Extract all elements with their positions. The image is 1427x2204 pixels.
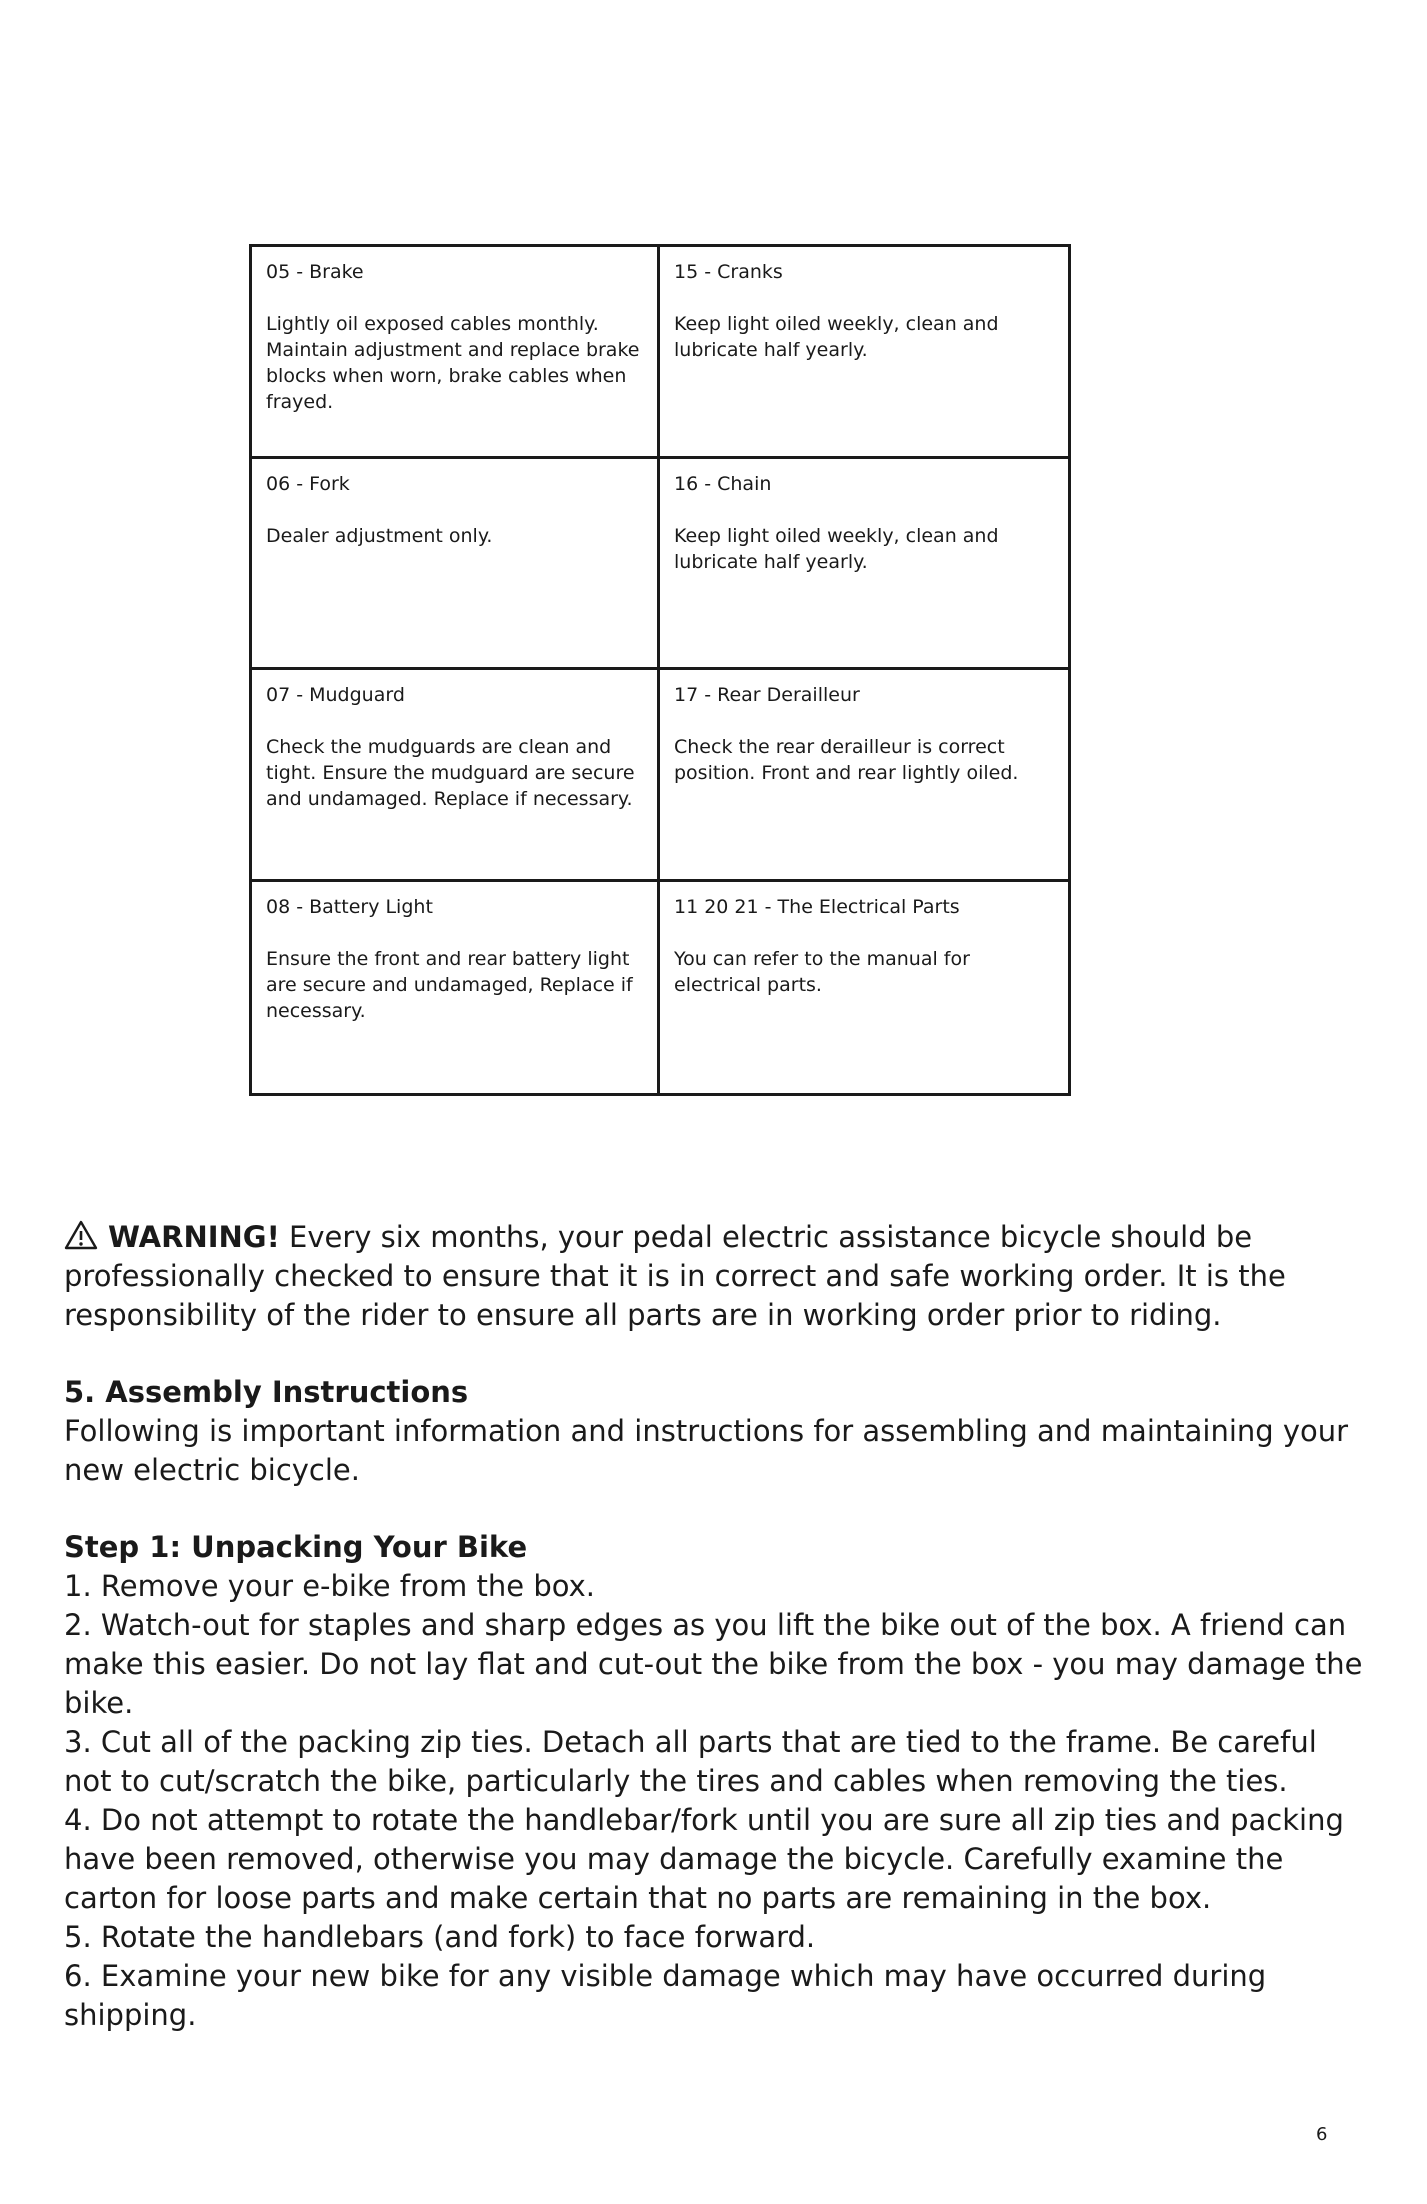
cell-title: 08 - Battery Light [266,895,433,918]
table-cell-rear-derailleur [660,670,1068,882]
cell-title: 15 - Cranks [674,261,783,283]
warning-triangle-icon [64,1220,98,1250]
warning-paragraph [64,1218,1364,1335]
warning-label: WARNING! [108,1220,280,1254]
table-cell-cranks [660,247,1068,459]
cell-body: Keep light oiled weekly, clean and lubricate half yearly. [674,313,999,361]
table-cell-mudguard [252,670,660,882]
cell-title: 11 20 21 - The Electrical Parts [674,895,960,918]
cell-body: Keep light oiled weekly, clean and lubricate half yearly. [674,524,999,573]
cell-title: 07 - Mudguard [266,684,405,706]
cell-body: Check the mudguards are clean and tight. Ensure the mudguard are secure and undamaged. Replace if necessary. [266,736,635,810]
table-cell-battery-light [252,882,660,1094]
cell-title: 05 - Brake [266,261,364,283]
list-item: 4. Do not attempt to rotate the handlebar/fork until you are sure all zip ties and packing have been removed, otherwise you may damage the bicycle. Carefully examine the carton for loose parts and make certain that no parts are remaining in the box. [64,1803,1344,1915]
cell-title: 17 - Rear Derailleur [674,684,860,706]
assembly-section [64,1373,1364,1490]
table-cell-electrical-parts [660,882,1068,1094]
list-item: 5. Rotate the handlebars (and fork) to face forward. [64,1920,816,1954]
cell-body: Check the rear derailleur is correct position. Front and rear lightly oiled. [674,736,1019,784]
page-number: 6 [1316,2124,1328,2145]
cell-body: You can refer to the manual for electrical parts. [674,947,970,996]
section-text: Following is important information and instructions for assembling and maintaining your new electric bicycle. [64,1414,1349,1487]
table-cell-chain [660,459,1068,671]
list-item: 1. Remove your e-bike from the box. [64,1569,595,1603]
list-item: 3. Cut all of the packing zip ties. Detach all parts that are tied to the frame. Be careful not to cut/scratch the bike, particularly the tires and cables when removing the ties. [64,1725,1317,1798]
maintenance-table [249,244,1071,1096]
step-heading: Step 1: Unpacking Your Bike [64,1530,528,1564]
list-item: 6. Examine your new bike for any visible damage which may have occurred during shipping. [64,1959,1267,2032]
step-list [64,1567,1364,2035]
table-cell-brake [252,247,660,459]
cell-title: 16 - Chain [674,472,772,495]
list-item: 2. Watch-out for staples and sharp edges as you lift the bike out of the box. A friend can make this easier. Do not lay flat and cut-out the bike from the box - you may damage the bike. [64,1608,1363,1720]
cell-title: 06 - Fork [266,472,350,495]
table-cell-fork [252,459,660,671]
cell-body: Ensure the front and rear battery light are secure and undamaged, Replace if necessary. [266,947,633,1022]
cell-body: Dealer adjustment only. [266,524,493,547]
section-heading: 5. Assembly Instructions [64,1375,469,1409]
step-1-section [64,1528,1364,2035]
warning-text: Every six months, your pedal electric assistance bicycle should be professionally checked to ensure that it is in correct and safe working order. It is the responsibility of the rider to ensure all parts are in working order prior to riding. [64,1220,1286,1332]
cell-body: Lightly oil exposed cables monthly. Maintain adjustment and replace brake blocks when worn, brake cables when frayed. [266,313,640,413]
